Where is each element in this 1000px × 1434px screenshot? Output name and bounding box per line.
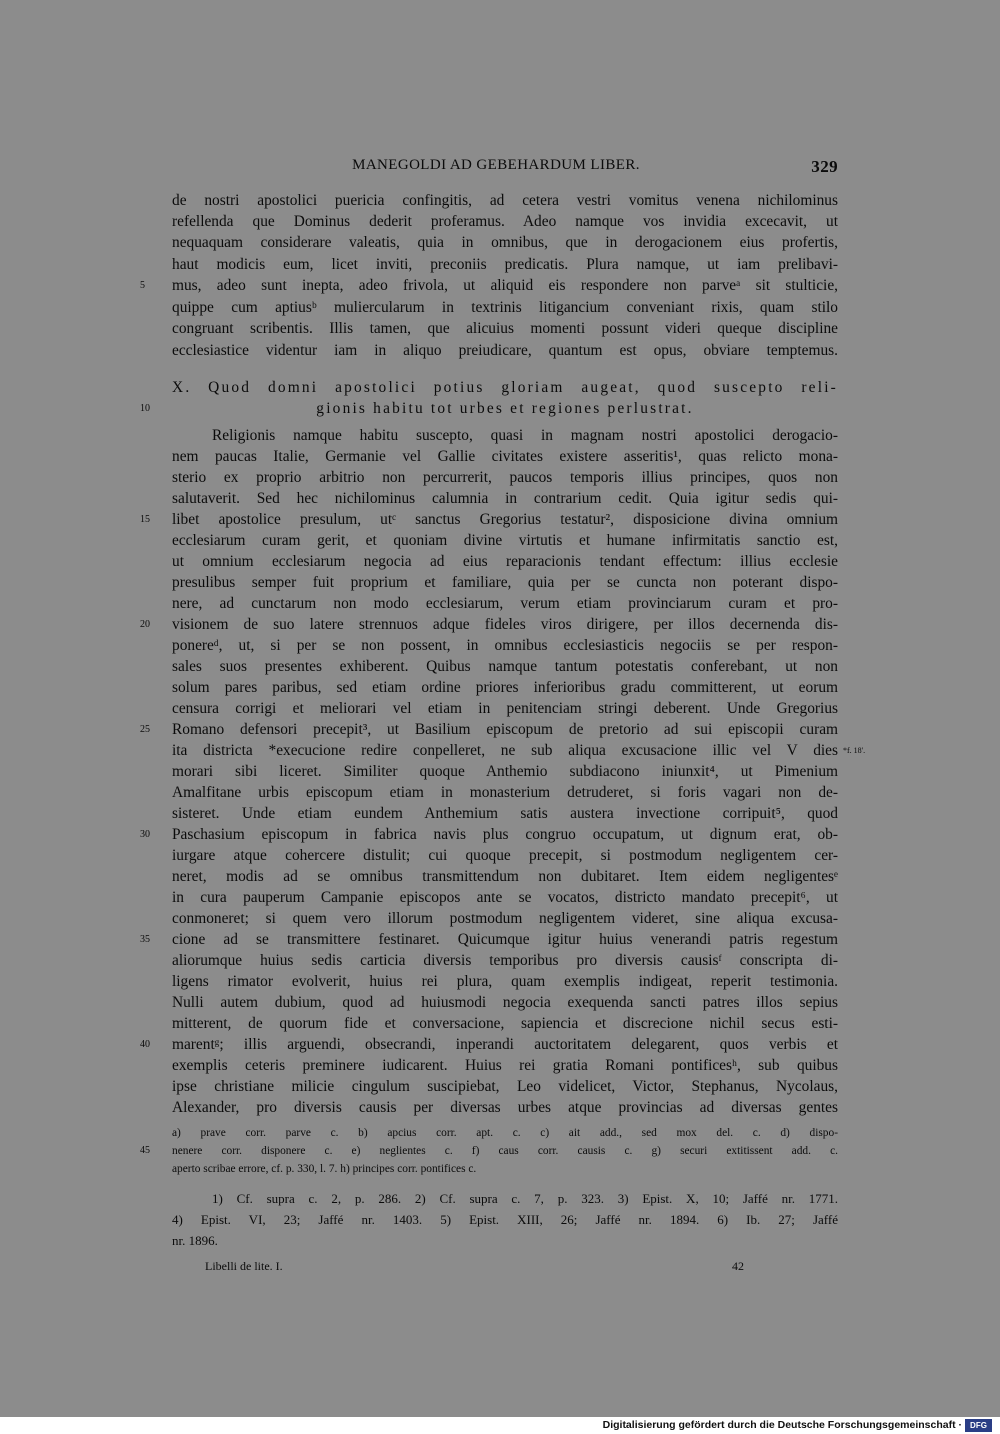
page-number: 329 [811, 157, 838, 176]
text-line: mitterent, de quorum fide et conversacione, sapiencia et discrecione nichil secus esti- [172, 1015, 838, 1032]
text-line: marentᵍ; illis arguendi, obsecrandi, inperandi auctoritatem delegarent, quos verbis et [172, 1036, 838, 1053]
text-line: presulibus semper fuit proprium et familiare, quia per se cuncta non poterant dispo- [172, 574, 838, 591]
footnote-line: 1) Cf. supra c. 2, p. 286. 2) Cf. supra c. 7, p. 323. 3) Epist. X, 10; Jaffé nr. 1771. [212, 1191, 838, 1206]
text-line: ita districta *execucione redire conpelleret, ne sub aliqua excusacione illic vel V dies [172, 742, 838, 759]
dfg-banner [0, 1417, 1000, 1434]
text-line: sales suos presentes exhiberent. Quibus namque tantum potestatis conferebant, ut non [172, 658, 838, 675]
text-line: mus, adeo sunt inepta, adeo frivola, ut aliquid eis respondere non parveᵃ sit stulticie, [172, 277, 838, 294]
text-line: visionem de suo latere strennuos adque fideles viros dirigere, per illos decernenda dis- [172, 616, 838, 633]
line-number: 25 [140, 724, 150, 735]
text-line: censura corrigi et meliorari vel etiam in penitenciam stringi deberent. Unde Gregorius [172, 700, 838, 717]
apparatus-line: aperto scribae errore, cf. p. 330, l. 7. h) principes corr. pontifices c. [172, 1163, 477, 1175]
line-number: 5 [140, 280, 145, 291]
text-line: ligens rimator evolverit, huius rei plura, quam exemplis indigeat, reperit testimonia. [172, 973, 838, 990]
text-line: Alexander, pro diversis causis per diversas urbes atque provincias ad diversas gentes [172, 1099, 838, 1116]
line-number: 15 [140, 514, 150, 525]
text-line: aliorumque huius sedis carticia diversis temporibus pro diversis causisᶠ conscripta di- [172, 952, 838, 969]
text-line: quippe cum aptiusᵇ muliercularum in textrinis litigancium conveniant rixis, quam stilo [172, 299, 838, 316]
text-line: ecclesiarum curam gerit, et quoniam divine virtutis et humane infirmitatis sanctio est, [172, 532, 838, 549]
text-line: refellenda que Dominus dederit proferamus. Adeo namque vos invidia excecavit, ut [172, 213, 838, 230]
dfg-banner-text: Digitalisierung gefördert durch die Deutsche Forschungsgemeinschaft · [602, 1419, 962, 1431]
text-line: conmoneret; si quem vero illorum postmodum negligentem videret, sine aliqua excusa- [172, 910, 838, 927]
text-line: cione ad se transmittere festinaret. Quicumque igitur huius venerandi patris regestum [172, 931, 838, 948]
text-line: solum pares paribus, sed etiam ordine priores inferioribus gradu committerent, ut eorum [172, 679, 838, 696]
text-line: sterio ex proprio arbitrio non percurrerit, paucos temporis illius principes, quos non [172, 469, 838, 486]
text-line: Religionis namque habitu suscepto, quasi in magnam nostri apostolici derogacio- [212, 427, 838, 444]
line-number: 30 [140, 829, 150, 840]
text-line: in cura pauperum Campanie episcopos ante se vocatos, districto mandato precepit⁶, ut [172, 889, 838, 906]
text-line: exemplis ceteris preminere iudicarent. Huius rei gratia Romani pontificesʰ, sub quibus [172, 1057, 838, 1074]
text-line: haut modicis eum, licet inviti, preconiis predicatis. Plura namque, ut iam prelibavi- [172, 256, 838, 273]
text-line: morari sibi liceret. Similiter quoque Anthemio subdiacono iniunxit⁴, ut Pimenium [172, 763, 838, 780]
text-line: libet apostolice presulum, utᶜ sanctus Gregorius testatur², disposicione divina omnium [172, 511, 838, 528]
heading-line: gionis habitu tot urbes et regiones perlustrat. [316, 400, 694, 417]
text-line: nem paucas Italie, Germanie vel Gallie civitates existere asseritis¹, quas relicto mona- [172, 448, 838, 465]
text-line: nere, ad cunctarum non modo ecclesiarum, verum etiam provinciarum curam et pro- [172, 595, 838, 612]
line-number: 10 [140, 403, 150, 414]
signature-title: Libelli de lite. I. [205, 1259, 283, 1273]
text-line: iurgare atque cohercere distulit; cui quoque precepit, si postmodum negligentem cer- [172, 847, 838, 864]
line-number: 35 [140, 934, 150, 945]
text-line: ecclesiastice videntur iam in aliquo preiudicare, quantum est opus, obviare temptemus. [172, 342, 838, 359]
heading-line: X. Quod domni apostolici potius gloriam augeat, quod suscepto reli- [172, 379, 838, 396]
text-line: Paschasium episcopum in fabrica navis plus congruo occupatum, ut dignum erat, ob- [172, 826, 838, 843]
text-line: nequaquam considerare valeatis, quia in omnibus, que in derogacionem eius profertis, [172, 234, 838, 251]
signature-number: 42 [732, 1259, 744, 1273]
text-line: ponereᵈ, ut, si per se non possent, in omnibus ecclesiasticis negociis se per respon- [172, 637, 838, 654]
folio-margin-note: *f. 18'. [843, 746, 866, 755]
apparatus-line: a) prave corr. parve c. b) apcius corr. apt. c. c) ait add., sed mox del. c. d) dispo- [172, 1127, 838, 1139]
line-number: 20 [140, 619, 150, 630]
text-line: sisteret. Unde etiam eundem Anthemium satis austera invectione corripuit⁵, quod [172, 805, 838, 822]
text-line: Amalfitane urbis episcopum etiam in monasterium detruderet, si foris vagari non de- [172, 784, 838, 801]
text-line: Nulli autem dubium, quod ad huiusmodi negocia exequenda sancti patres illos sepius [172, 994, 838, 1011]
footnote-line: 4) Epist. VI, 23; Jaffé nr. 1403. 5) Epist. XIII, 26; Jaffé nr. 1894. 6) Ib. 27; Jaffé [172, 1212, 838, 1227]
running-title: MANEGOLDI AD GEBEHARDUM LIBER. [352, 157, 640, 173]
text-line: congruant scribentis. Illis tamen, que alicuius momenti possunt videri queque discipline [172, 320, 838, 337]
text-line: Romano defensori precepit³, ut Basilium episcopum de pretorio ad sui episcopii curam [172, 721, 838, 738]
line-number: 45 [140, 1145, 150, 1156]
text-line: salutaverit. Sed hec nichilominus calumnia in contrarium cedit. Quia igitur sedis qui- [172, 490, 838, 507]
text-line: neret, modis ad se omnibus transmittendum non dubitaret. Item eidem negligentesᵉ [172, 868, 838, 885]
text-line: ut omnium ecclesiarum negocia ad eius reparacionis tendant effectum: illius ecclesie [172, 553, 838, 570]
footnote-line: nr. 1896. [172, 1233, 218, 1248]
text-line: ipse christiane milicie cingulum suscipiebat, Leo videlicet, Victor, Stephanus, Nycolaus, [172, 1078, 838, 1095]
line-number: 40 [140, 1039, 150, 1050]
dfg-logo-icon[interactable]: DFG [965, 1419, 992, 1432]
text-line: de nostri apostolici puericia confingitis, ad cetera vestri vomitus venena nichilominus [172, 192, 838, 209]
apparatus-line: nenere corr. disponere c. e) neglientes c. f) caus corr. causis c. g) securi extitissent add. c. [172, 1145, 838, 1157]
